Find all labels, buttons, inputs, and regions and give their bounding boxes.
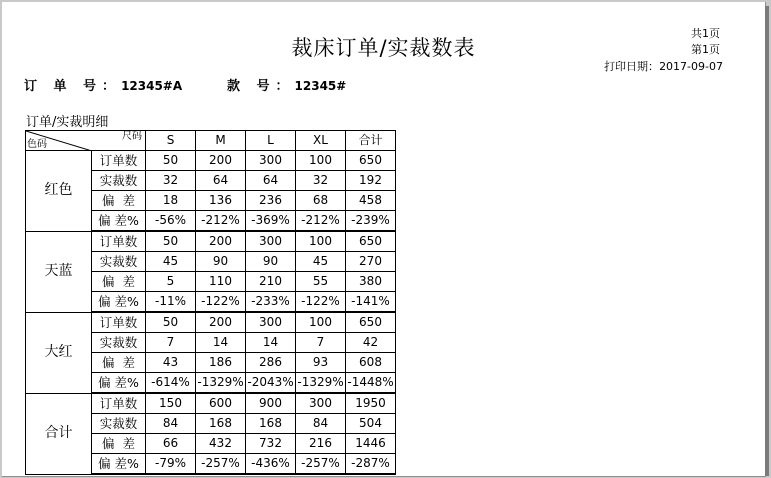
order-number-label: 订 单 号： [24, 79, 122, 94]
value-cell: 210 [246, 272, 296, 292]
value-cell: 600 [196, 393, 246, 414]
value-cell: 18 [146, 191, 196, 211]
total-value-cell: 42 [346, 333, 396, 353]
header-row [26, 131, 396, 151]
value-cell: 64 [196, 171, 246, 191]
value-cell: 32 [296, 171, 346, 191]
report-title: 裁床订单/实裁数表 [291, 36, 476, 60]
value-cell: 100 [296, 312, 346, 333]
value-cell: 110 [196, 272, 246, 292]
metric-label-cell: 实裁数 [92, 333, 146, 353]
metric-label-cell: 实裁数 [92, 171, 146, 191]
value-cell: 900 [246, 393, 296, 414]
total-value-cell: 458 [346, 191, 396, 211]
value-cell: 66 [146, 434, 196, 454]
total-value-cell: 504 [346, 414, 396, 434]
color-name-cell: 天蓝 [26, 231, 92, 312]
metric-label-cell: 偏 差 [92, 191, 146, 211]
size-header: M [196, 131, 246, 151]
value-cell: 300 [296, 393, 346, 414]
page-shadow [765, 6, 769, 476]
style-number [227, 75, 346, 94]
value-cell: 236 [246, 191, 296, 211]
value-cell: 136 [196, 191, 246, 211]
metric-label-cell: 偏 差% [92, 454, 146, 475]
report-page [2, 2, 766, 477]
value-cell: 200 [196, 231, 246, 252]
value-cell: 5 [146, 272, 196, 292]
metric-label-cell: 实裁数 [92, 414, 146, 434]
table-row [26, 393, 396, 414]
value-cell: -56% [146, 211, 196, 232]
value-cell: 300 [246, 151, 296, 171]
value-cell: -1329% [196, 373, 246, 394]
table-row [26, 231, 396, 252]
value-cell: -1329% [296, 373, 346, 394]
print-date-value: 2017-09-07 [659, 60, 723, 73]
corner-color-label: 色码 [27, 139, 47, 150]
total-value-cell: -141% [346, 292, 396, 313]
value-cell: 168 [246, 414, 296, 434]
value-cell: 50 [146, 151, 196, 171]
value-cell: 200 [196, 312, 246, 333]
value-cell: 14 [246, 333, 296, 353]
value-cell: 90 [196, 252, 246, 272]
value-cell: 100 [296, 151, 346, 171]
metric-label-cell: 订单数 [92, 393, 146, 414]
total-value-cell: 650 [346, 151, 396, 171]
table-row [26, 151, 396, 171]
value-cell: 7 [296, 333, 346, 353]
cutting-detail-table [25, 130, 396, 475]
value-cell: 45 [296, 252, 346, 272]
value-cell: 93 [296, 353, 346, 373]
value-cell: 216 [296, 434, 346, 454]
value-cell: -257% [196, 454, 246, 475]
value-cell: -257% [296, 454, 346, 475]
value-cell: 43 [146, 353, 196, 373]
metric-label-cell: 订单数 [92, 312, 146, 333]
total-value-cell: 1446 [346, 434, 396, 454]
value-cell: -212% [296, 211, 346, 232]
table-body [26, 151, 396, 475]
value-cell: 300 [246, 231, 296, 252]
print-date [604, 58, 723, 74]
metric-label-cell: 偏 差% [92, 373, 146, 394]
value-cell: 200 [196, 151, 246, 171]
value-cell: -11% [146, 292, 196, 313]
total-value-cell: 650 [346, 312, 396, 333]
corner-header-cell [26, 131, 146, 151]
total-value-cell: 270 [346, 252, 396, 272]
total-pages: 共1页 [691, 27, 720, 40]
current-page: 第1页 [691, 43, 720, 56]
value-cell: 84 [296, 414, 346, 434]
value-cell: 64 [246, 171, 296, 191]
style-number-label: 款 号： [227, 79, 295, 94]
total-value-cell: 380 [346, 272, 396, 292]
corner-size-label: 尺码 [122, 131, 142, 142]
value-cell: 55 [296, 272, 346, 292]
value-cell: -436% [246, 454, 296, 475]
value-cell: 286 [246, 353, 296, 373]
total-value-cell: -239% [346, 211, 396, 232]
metric-label-cell: 偏 差 [92, 353, 146, 373]
color-name-cell: 红色 [26, 151, 92, 232]
value-cell: 168 [196, 414, 246, 434]
size-header: S [146, 131, 196, 151]
metric-label-cell: 偏 差% [92, 292, 146, 313]
metric-label-cell: 订单数 [92, 231, 146, 252]
value-cell: -212% [196, 211, 246, 232]
value-cell: 84 [146, 414, 196, 434]
metric-label-cell: 订单数 [92, 151, 146, 171]
value-cell: 432 [196, 434, 246, 454]
size-header: XL [296, 131, 346, 151]
section-title: 订单/实裁明细 [26, 115, 109, 130]
color-name-cell: 合计 [26, 393, 92, 474]
metric-label-cell: 实裁数 [92, 252, 146, 272]
metric-label-cell: 偏 差 [92, 272, 146, 292]
total-value-cell: 608 [346, 353, 396, 373]
value-cell: 68 [296, 191, 346, 211]
value-cell: -79% [146, 454, 196, 475]
style-number-value: 12345# [294, 79, 347, 93]
value-cell: 150 [146, 393, 196, 414]
value-cell: 14 [196, 333, 246, 353]
value-cell: 32 [146, 171, 196, 191]
order-number [24, 75, 182, 94]
value-cell: 50 [146, 231, 196, 252]
metric-label-cell: 偏 差% [92, 211, 146, 232]
order-number-value: 12345#A [121, 79, 183, 93]
value-cell: 186 [196, 353, 246, 373]
value-cell: 90 [246, 252, 296, 272]
value-cell: 45 [146, 252, 196, 272]
value-cell: -122% [196, 292, 246, 313]
color-name-cell: 大红 [26, 312, 92, 393]
value-cell: -614% [146, 373, 196, 394]
value-cell: 100 [296, 231, 346, 252]
size-header: L [246, 131, 296, 151]
value-cell: 50 [146, 312, 196, 333]
value-cell: 732 [246, 434, 296, 454]
value-cell: -369% [246, 211, 296, 232]
total-value-cell: -1448% [346, 373, 396, 394]
value-cell: -2043% [246, 373, 296, 394]
value-cell: 300 [246, 312, 296, 333]
total-value-cell: 192 [346, 171, 396, 191]
total-header: 合计 [346, 131, 396, 151]
print-date-label: 打印日期： [604, 60, 660, 73]
total-value-cell: 650 [346, 231, 396, 252]
total-value-cell: -287% [346, 454, 396, 475]
value-cell: -122% [296, 292, 346, 313]
value-cell: 7 [146, 333, 196, 353]
total-value-cell: 1950 [346, 393, 396, 414]
metric-label-cell: 偏 差 [92, 434, 146, 454]
value-cell: -233% [246, 292, 296, 313]
table-row [26, 312, 396, 333]
